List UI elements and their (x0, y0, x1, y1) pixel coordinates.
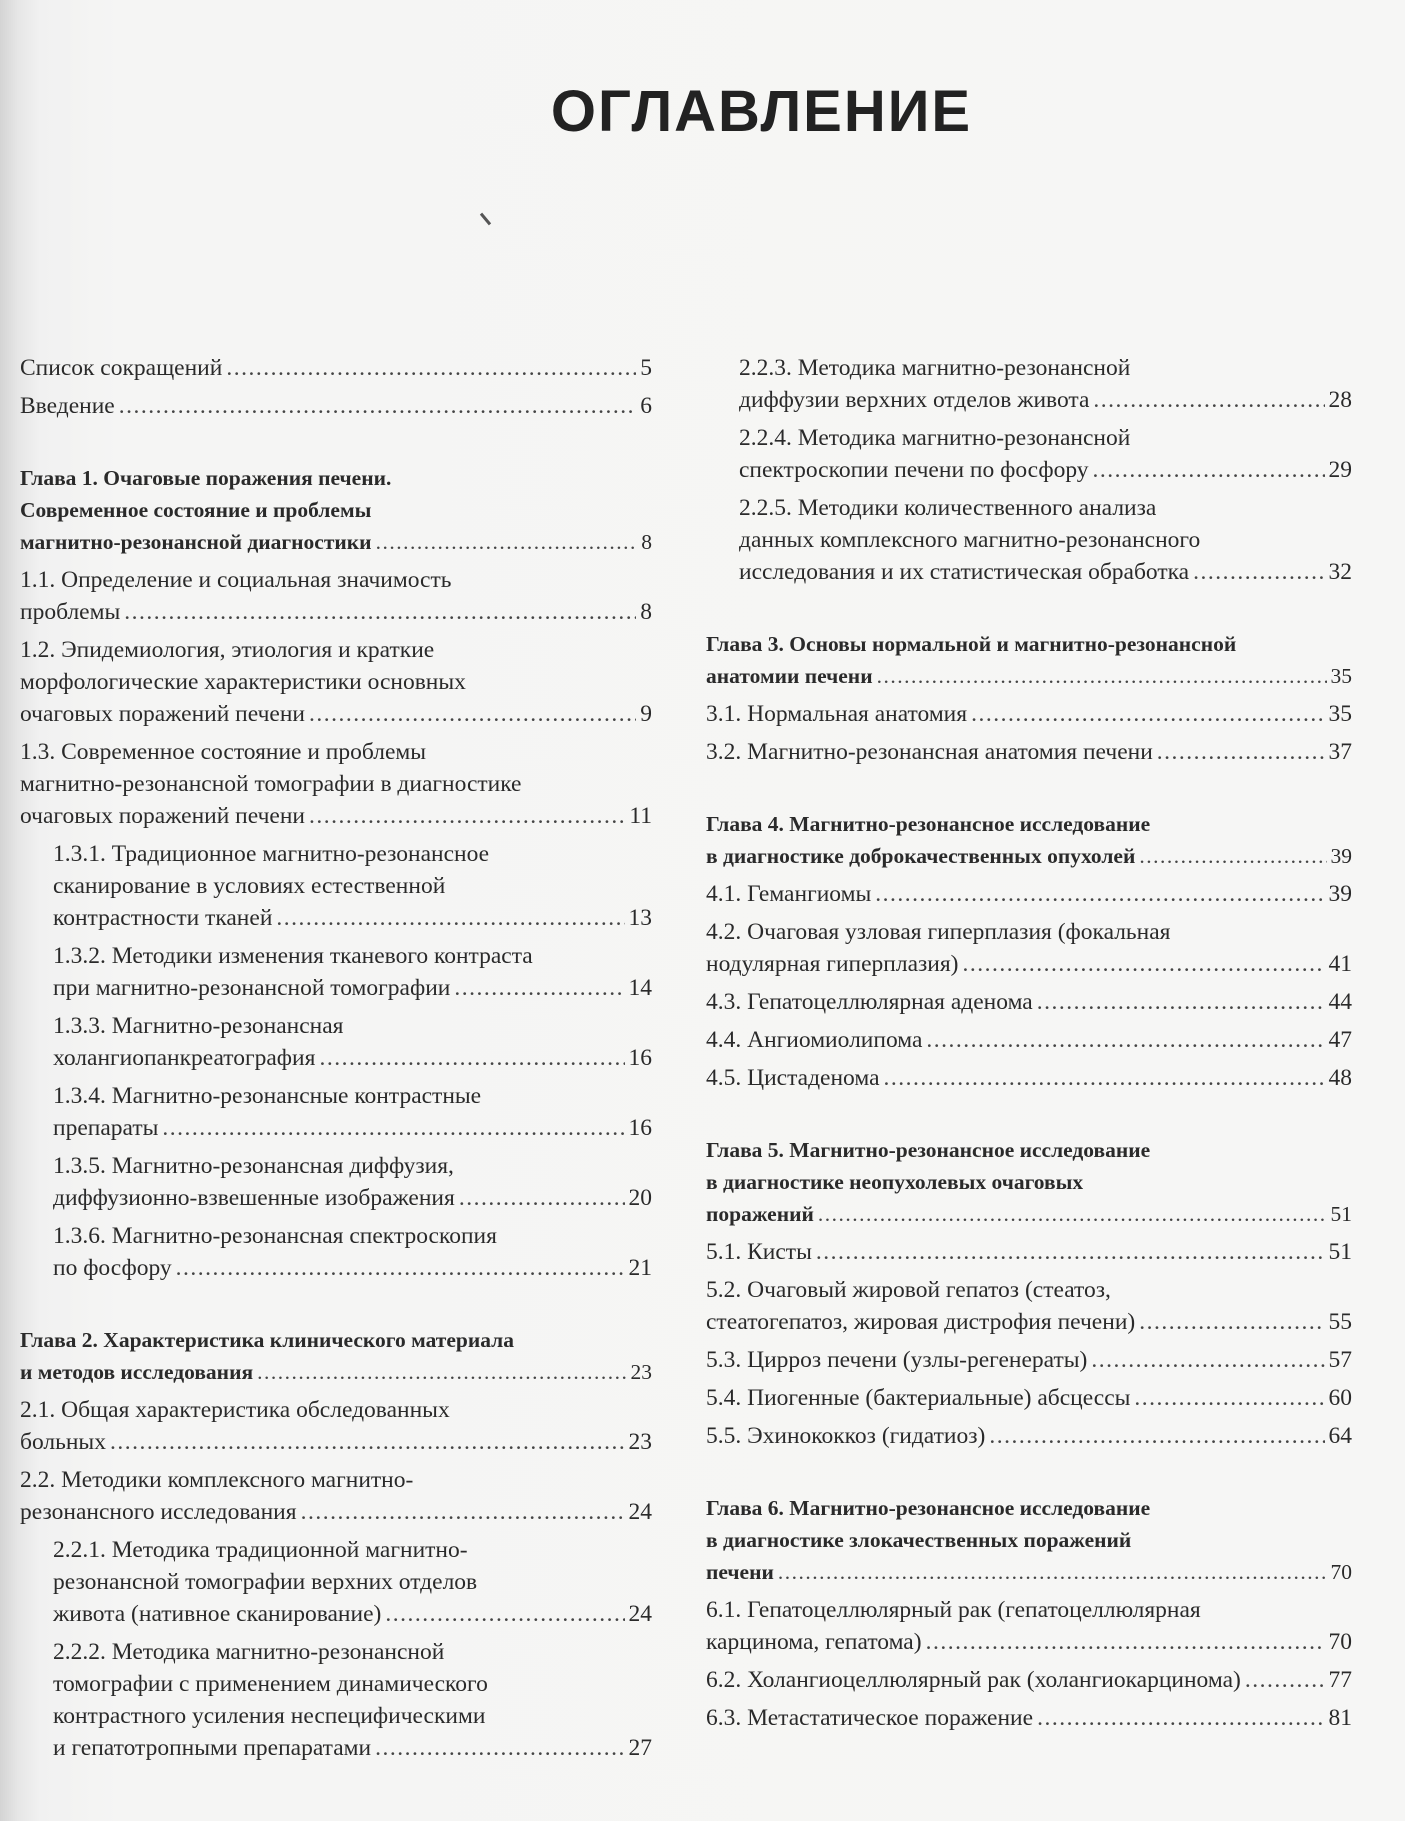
page-number: 51 (1328, 1239, 1352, 1265)
toc-entry-line (706, 1556, 1352, 1588)
toc-entry-text: 2.2.2. Методика магнитно-резонансной (53, 1639, 445, 1665)
toc-entry (706, 1420, 1352, 1452)
toc-entry-text: 3.1. Нормальная анатомия (706, 701, 968, 727)
toc-chapter (706, 1134, 1352, 1230)
toc-entry-line (53, 838, 652, 870)
toc-entry-line (706, 1702, 1352, 1734)
toc-entry-text: 4.1. Гемангиомы (706, 881, 872, 907)
page-number: 70 (1330, 1560, 1352, 1584)
toc-entry (706, 1664, 1352, 1696)
toc-entry-text: контрастного усиления неспецифическими (53, 1703, 486, 1729)
toc-entry-line (706, 1166, 1352, 1198)
toc-entry-text: проблемы (20, 599, 121, 625)
toc-entry (706, 492, 1352, 588)
stray-mark (480, 213, 491, 226)
toc-entry-line (20, 736, 652, 768)
toc-entry-line (706, 1024, 1352, 1056)
page-number: 44 (1328, 989, 1352, 1015)
toc-entry-line (20, 768, 652, 800)
toc-chapter (706, 808, 1352, 872)
toc-entry (20, 1150, 652, 1214)
toc-entry-line (706, 1062, 1352, 1094)
toc-entry-text: 5.4. Пиогенные (бактериальные) абсцессы (706, 1385, 1131, 1411)
dot-leader (1193, 556, 1324, 588)
dot-leader (124, 596, 636, 628)
toc-entry (20, 1220, 652, 1284)
toc-entry-text: и гепатотропными препаратами (53, 1735, 372, 1761)
page-number: 51 (1330, 1202, 1352, 1226)
page-number: 16 (628, 1045, 652, 1071)
toc-entry-text: препараты (53, 1115, 159, 1141)
toc-entry-line (706, 1420, 1352, 1452)
dot-leader (309, 698, 636, 730)
dot-leader (226, 352, 636, 384)
toc-entry-text: поражений (706, 1202, 814, 1226)
toc-column-right (706, 352, 1352, 1740)
dot-leader (162, 1112, 624, 1144)
toc-entry-line (706, 698, 1352, 730)
dot-leader (319, 1042, 624, 1074)
toc-entry (706, 698, 1352, 730)
dot-leader (1134, 1382, 1324, 1414)
toc-entry (706, 1382, 1352, 1414)
dot-leader (459, 1182, 625, 1214)
toc-entry-line (53, 1636, 652, 1668)
page-number: 24 (628, 1601, 652, 1627)
toc-entry-line (53, 1668, 652, 1700)
toc-entry (20, 940, 652, 1004)
page-number: 41 (1328, 951, 1352, 977)
page-number: 20 (628, 1185, 652, 1211)
dot-leader (971, 698, 1324, 730)
toc-entry-text: в диагностике злокачественных поражений (706, 1528, 1132, 1552)
toc-entry-text: по фосфору (53, 1255, 172, 1281)
toc-entry-text: Глава 5. Магнитно-резонансное исследование (706, 1138, 1151, 1162)
toc-entry-text: Современное состояние и проблемы (20, 498, 372, 522)
toc-entry-line (706, 878, 1352, 910)
page-number: 32 (1328, 559, 1352, 585)
toc-entry (20, 390, 652, 422)
toc-entry-line (53, 972, 652, 1004)
dot-leader (276, 902, 624, 934)
toc-entry-text: 4.5. Цистаденома (706, 1065, 880, 1091)
toc-entry-line (53, 1598, 652, 1630)
toc-entry-text: стеатогепатоз, жировая дистрофия печени) (706, 1309, 1136, 1335)
toc-entry-text: исследования и их статистическая обработка (739, 559, 1190, 585)
toc-entry-line (706, 1198, 1352, 1230)
toc-entry (20, 1010, 652, 1074)
toc-entry-text: в диагностике неопухолевых очаговых (706, 1170, 1084, 1194)
toc-entry-text: очаговых поражений печени (20, 803, 305, 829)
toc-entry-text: 5.3. Цирроз печени (узлы-регенераты) (706, 1347, 1088, 1373)
toc-entry-text: 2.2.4. Методика магнитно-резонансной (739, 425, 1131, 451)
toc-entry-line (53, 940, 652, 972)
toc-entry-line (739, 454, 1352, 486)
dot-leader (875, 878, 1324, 910)
dot-leader (1157, 736, 1325, 768)
page-number: 35 (1330, 664, 1352, 688)
toc-entry (706, 1062, 1352, 1094)
toc-entry-line (20, 462, 652, 494)
page-number: 29 (1328, 457, 1352, 483)
page-number: 14 (628, 975, 652, 1001)
page-number: 11 (629, 803, 652, 829)
toc-entry-text: морфологические характеристики основных (20, 669, 466, 695)
toc-entry-line (20, 596, 652, 628)
toc-entry (706, 422, 1352, 486)
page-number: 57 (1328, 1347, 1352, 1373)
toc-entry (706, 1274, 1352, 1338)
toc-entry (20, 1080, 652, 1144)
page-number: 39 (1328, 881, 1352, 907)
page-number: 39 (1330, 844, 1352, 868)
page-number: 48 (1328, 1065, 1352, 1091)
toc-entry (706, 1236, 1352, 1268)
toc-entry-line (20, 1324, 652, 1356)
toc-entry-text: при магнитно-резонансной томографии (53, 975, 451, 1001)
toc-entry-line (706, 1524, 1352, 1556)
toc-entry-line (706, 808, 1352, 840)
toc-entry-text: Глава 2. Характеристика клинического материала (20, 1328, 514, 1352)
toc-entry-line (20, 698, 652, 730)
toc-entry (706, 1594, 1352, 1658)
toc-entry-text: 6.2. Холангиоцеллюлярный рак (холангиокарцинома) (706, 1667, 1241, 1693)
toc-entry-text: 5.1. Кисты (706, 1239, 812, 1265)
toc-entry (20, 1534, 652, 1630)
toc-entry-line (20, 564, 652, 596)
page-number: 64 (1328, 1423, 1352, 1449)
toc-entry-text: диффузии верхних отделов живота (739, 387, 1090, 413)
toc-entry-text: анатомии печени (706, 664, 873, 688)
toc-entry-line (20, 666, 652, 698)
toc-entry-text: Глава 1. Очаговые поражения печени. (20, 466, 392, 490)
toc-entry-line (20, 494, 652, 526)
toc-entry-text: магнитно-резонансной томографии в диагностике (20, 771, 522, 797)
toc-entry-text: Глава 4. Магнитно-резонансное исследование (706, 812, 1151, 836)
toc-entry (706, 986, 1352, 1018)
toc-entry-line (706, 1382, 1352, 1414)
dot-leader (816, 1236, 1325, 1268)
dot-leader (376, 526, 638, 558)
toc-entry (706, 916, 1352, 980)
toc-entry-text: резонансного исследования (20, 1499, 297, 1525)
toc-entry-text: 2.2. Методики комплексного магнитно- (20, 1467, 414, 1493)
page-number: 8 (641, 530, 652, 554)
toc-entry-text: нодулярная гиперплазия) (706, 951, 959, 977)
toc-entry-line (706, 660, 1352, 692)
toc-entry-text: 4.2. Очаговая узловая гиперплазия (фокальная (706, 919, 1171, 945)
dot-leader (309, 800, 625, 832)
page-number: 13 (628, 905, 652, 931)
toc-entry-line (53, 1150, 652, 1182)
toc-entry-line (706, 948, 1352, 980)
toc-entry (706, 736, 1352, 768)
toc-entry (20, 736, 652, 832)
toc-entry-line (53, 1112, 652, 1144)
toc-entry-text: Введение (20, 393, 115, 419)
toc-entry-line (739, 524, 1352, 556)
toc-entry-line (20, 1394, 652, 1426)
toc-entry (706, 1024, 1352, 1056)
toc-entry-text: карцинома, гепатома) (706, 1629, 922, 1655)
page-number: 24 (628, 1499, 652, 1525)
page-number: 21 (628, 1255, 652, 1281)
dot-leader (1093, 384, 1324, 416)
toc-entry-text: 5.2. Очаговый жировой гепатоз (стеатоз, (706, 1277, 1111, 1303)
toc-entry-line (706, 1274, 1352, 1306)
toc-entry-text: Глава 6. Магнитно-резонансное исследование (706, 1496, 1151, 1520)
page-number: 16 (628, 1115, 652, 1141)
page-number: 28 (1328, 387, 1352, 413)
toc-entry-text: 2.1. Общая характеристика обследованных (20, 1397, 450, 1423)
toc-entry (706, 878, 1352, 910)
toc-entry-text: 1.3.2. Методики изменения тканевого контраста (53, 943, 533, 969)
toc-entry-text: 5.5. Эхинококкоз (гидатиоз) (706, 1423, 986, 1449)
toc-entry-line (706, 1626, 1352, 1658)
toc-entry-text: Список сокращений (20, 355, 223, 381)
toc-entry-line (706, 628, 1352, 660)
toc-entry (20, 564, 652, 628)
toc-entry-line (706, 986, 1352, 1018)
toc-entry-line (739, 352, 1352, 384)
dot-leader (375, 1732, 624, 1764)
dot-leader (1091, 1344, 1324, 1376)
toc-entry-text: 4.3. Гепатоцеллюлярная аденома (706, 989, 1033, 1015)
toc-entry-text: 6.1. Гепатоцеллюлярный рак (гепатоцеллюлярная (706, 1597, 1201, 1623)
page-number: 70 (1328, 1629, 1352, 1655)
dot-leader (926, 1626, 1325, 1658)
toc-entry-text: 1.3.3. Магнитно-резонансная (53, 1013, 344, 1039)
toc-entry-line (53, 902, 652, 934)
page-number: 47 (1328, 1027, 1352, 1053)
dot-leader (1245, 1664, 1325, 1696)
dot-leader (884, 1062, 1325, 1094)
dot-leader (176, 1252, 625, 1284)
toc-chapter (20, 462, 652, 558)
toc-entry-text: больных (20, 1429, 106, 1455)
dot-leader (385, 1598, 624, 1630)
toc-entry (20, 634, 652, 730)
toc-entry-line (20, 1496, 652, 1528)
toc-chapter (706, 1492, 1352, 1588)
toc-entry-text: 1.3. Современное состояние и проблемы (20, 739, 427, 765)
toc-entry-line (706, 916, 1352, 948)
dot-leader (1139, 840, 1326, 872)
page-number: 8 (640, 599, 652, 625)
page-number: 23 (628, 1429, 652, 1455)
toc-entry-text: 1.2. Эпидемиология, этиология и краткие (20, 637, 435, 663)
toc-entry (20, 838, 652, 934)
dot-leader (1139, 1306, 1324, 1338)
toc-entry-text: 1.3.1. Традиционное магнитно-резонансное (53, 841, 490, 867)
toc-entry (20, 1394, 652, 1458)
toc-entry-text: томографии с применением динамического (53, 1671, 488, 1697)
toc-entry-line (20, 390, 652, 422)
dot-leader (963, 948, 1325, 980)
dot-leader (257, 1356, 626, 1388)
dot-leader (818, 1198, 1327, 1230)
toc-entry (706, 1702, 1352, 1734)
toc-entry-text: и методов исследования (20, 1360, 254, 1384)
toc-entry-line (706, 840, 1352, 872)
toc-entry-line (739, 422, 1352, 454)
toc-entry (20, 1464, 652, 1528)
dot-leader (1093, 454, 1325, 486)
toc-entry (706, 352, 1352, 416)
toc-entry-line (706, 1306, 1352, 1338)
dot-leader (989, 1420, 1324, 1452)
dot-leader (110, 1426, 625, 1458)
toc-entry-text: данных комплексного магнитно-резонансного (739, 527, 1201, 553)
dot-leader (877, 660, 1327, 692)
dot-leader (301, 1496, 625, 1528)
toc-entry-line (706, 1134, 1352, 1166)
toc-entry-text: сканирование в условиях естественной (53, 873, 446, 899)
page-number: 35 (1328, 701, 1352, 727)
page-number: 5 (640, 355, 652, 381)
toc-chapter (706, 628, 1352, 692)
toc-entry-text: контрастности тканей (53, 905, 273, 931)
toc-entry-text: печени (706, 1560, 774, 1584)
toc-entry-text: 3.2. Магнитно-резонансная анатомия печени (706, 739, 1153, 765)
toc-entry-line (53, 870, 652, 902)
dot-leader (926, 1024, 1324, 1056)
toc-entry-line (739, 384, 1352, 416)
toc-entry-line (20, 352, 652, 384)
toc-entry-line (20, 634, 652, 666)
toc-entry-line (53, 1182, 652, 1214)
toc-entry (20, 1636, 652, 1764)
toc-entry-text: 6.3. Метастатическое поражение (706, 1705, 1034, 1731)
toc-entry-text: 1.1. Определение и социальная значимость (20, 567, 452, 593)
toc-entry-text: 1.3.4. Магнитно-резонансные контрастные (53, 1083, 482, 1109)
page-title: ОГЛАВЛЕНИЕ (550, 79, 973, 144)
toc-entry-text: 2.2.5. Методики количественного анализа (739, 495, 1157, 521)
page-number: 60 (1328, 1385, 1352, 1411)
toc-entry-line (53, 1252, 652, 1284)
toc-entry-line (53, 1732, 652, 1764)
dot-leader (1037, 986, 1325, 1018)
toc-entry-line (739, 492, 1352, 524)
page-number: 23 (630, 1360, 652, 1384)
toc-entry (20, 352, 652, 384)
toc-entry-text: Глава 3. Основы нормальной и магнитно-резонансной (706, 632, 1237, 656)
page-number: 27 (628, 1735, 652, 1761)
toc-entry-line (706, 1344, 1352, 1376)
toc-entry-line (53, 1220, 652, 1252)
page-number: 77 (1328, 1667, 1352, 1693)
toc-entry-line (20, 1426, 652, 1458)
dot-leader (454, 972, 624, 1004)
dot-leader (1037, 1702, 1324, 1734)
toc-entry-line (706, 1594, 1352, 1626)
toc-entry-text: магнитно-резонансной диагностики (20, 530, 372, 554)
toc-entry-text: 1.3.5. Магнитно-резонансная диффузия, (53, 1153, 454, 1179)
toc-entry-text: холангиопанкреатография (53, 1045, 316, 1071)
toc-entry-line (20, 800, 652, 832)
toc-entry-text: живота (нативное сканирование) (53, 1601, 382, 1627)
toc-entry-text: резонансной томографии верхних отделов (53, 1569, 478, 1595)
toc-entry-line (706, 1236, 1352, 1268)
toc-entry (706, 1344, 1352, 1376)
toc-entry-line (706, 1664, 1352, 1696)
toc-column-left (20, 352, 652, 1770)
toc-entry-text: очаговых поражений печени (20, 701, 305, 727)
toc-entry-text: 4.4. Ангиомиолипома (706, 1027, 923, 1053)
toc-entry-text: спектроскопии печени по фосфору (739, 457, 1089, 483)
toc-entry-line (706, 1492, 1352, 1524)
dot-leader (119, 390, 637, 422)
page-number: 81 (1328, 1705, 1352, 1731)
page-number: 37 (1328, 739, 1352, 765)
toc-entry-line (706, 736, 1352, 768)
toc-entry-line (53, 1534, 652, 1566)
toc-entry-text: диффузионно-взвешенные изображения (53, 1185, 455, 1211)
toc-entry-text: 1.3.6. Магнитно-резонансная спектроскопия (53, 1223, 497, 1249)
toc-chapter (20, 1324, 652, 1388)
dot-leader (778, 1556, 1327, 1588)
toc-entry-line (53, 1080, 652, 1112)
page-number: 55 (1328, 1309, 1352, 1335)
toc-entry-line (53, 1042, 652, 1074)
toc-entry-line (53, 1010, 652, 1042)
toc-entry-line (53, 1566, 652, 1598)
toc-entry-line (53, 1700, 652, 1732)
toc-entry-text: 2.2.3. Методика магнитно-резонансной (739, 355, 1131, 381)
page-number: 9 (640, 701, 652, 727)
toc-entry-line (20, 1464, 652, 1496)
toc-entry-line (20, 1356, 652, 1388)
toc-entry-line (20, 526, 652, 558)
page-number: 6 (640, 393, 652, 419)
toc-entry-text: 2.2.1. Методика традиционной магнитно- (53, 1537, 468, 1563)
toc-entry-text: в диагностике доброкачественных опухолей (706, 844, 1136, 868)
toc-entry-line (739, 556, 1352, 588)
